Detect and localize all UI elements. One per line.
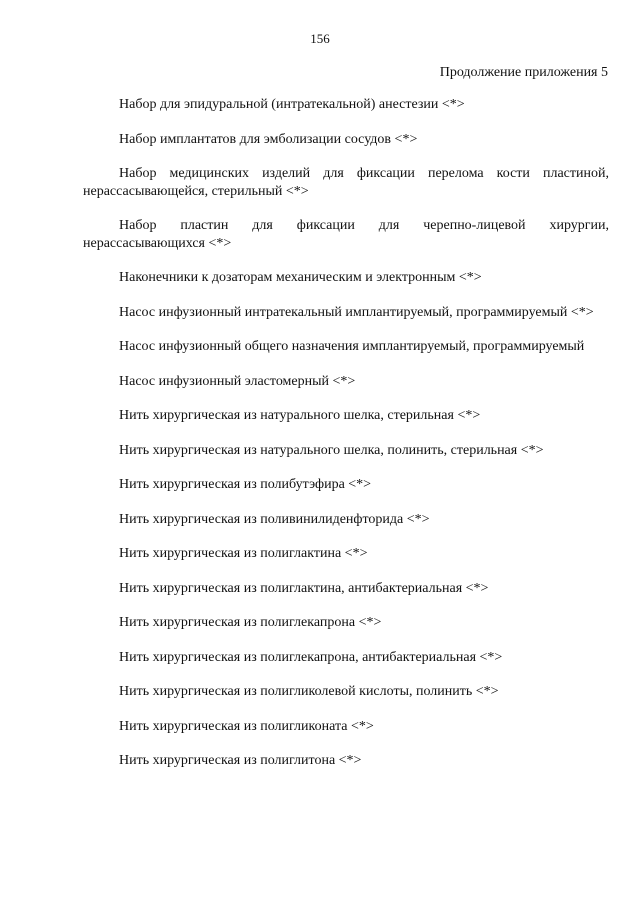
list-item: Насос инфузионный общего назначения имплантируемый, программируемый <box>119 339 585 354</box>
list-item: Нить хирургическая из полиглактина <*> <box>119 546 368 561</box>
list-item: Нить хирургическая из полигликоната <*> <box>119 718 374 734</box>
list-item: Насос инфузионный эластомерный <*> <box>119 373 356 389</box>
list-item: Нить хирургическая из полиглактина, антибактериальная <*> <box>119 580 489 596</box>
item-list <box>83 96 609 787</box>
continuation-heading: Продолжение приложения 5 <box>439 65 608 80</box>
list-item: Набор для эпидуральной (интратекальной) анестезии <*> <box>119 97 465 112</box>
list-item: Нить хирургическая из полибутэфира <*> <box>119 477 372 492</box>
list-item: Нить хирургическая из полиглитона <*> <box>119 753 362 768</box>
list-item: Нить хирургическая из полиглекапрона <*> <box>119 615 382 630</box>
list-item: Насос инфузионный интратекальный имплантируемый, программируемый <*> <box>119 304 594 320</box>
list-item: Нить хирургическая из полиглекапрона, антибактериальная <*> <box>119 649 503 665</box>
list-item: Нить хирургическая из поливинилиденфторида <*> <box>119 511 430 527</box>
list-item: Набор медицинских изделий для фиксации перелома кости пластиной, нерассасывающейся, стерильный <*> <box>83 166 609 199</box>
list-item: Набор имплантатов для эмболизации сосудов <*> <box>119 131 418 147</box>
list-item: Нить хирургическая из натурального шелка, полинить, стерильная <*> <box>119 442 544 458</box>
list-item: Нить хирургическая из полигликолевой кислоты, полинить <*> <box>119 684 499 699</box>
list-item: Нить хирургическая из натурального шелка, стерильная <*> <box>119 408 481 423</box>
page-number: 156 <box>310 31 330 46</box>
list-item: Наконечники к дозаторам механическим и электронным <*> <box>119 270 482 285</box>
list-item: Набор пластин для фиксации для черепно-лицевой хирургии, нерассасывающихся <*> <box>83 218 609 251</box>
